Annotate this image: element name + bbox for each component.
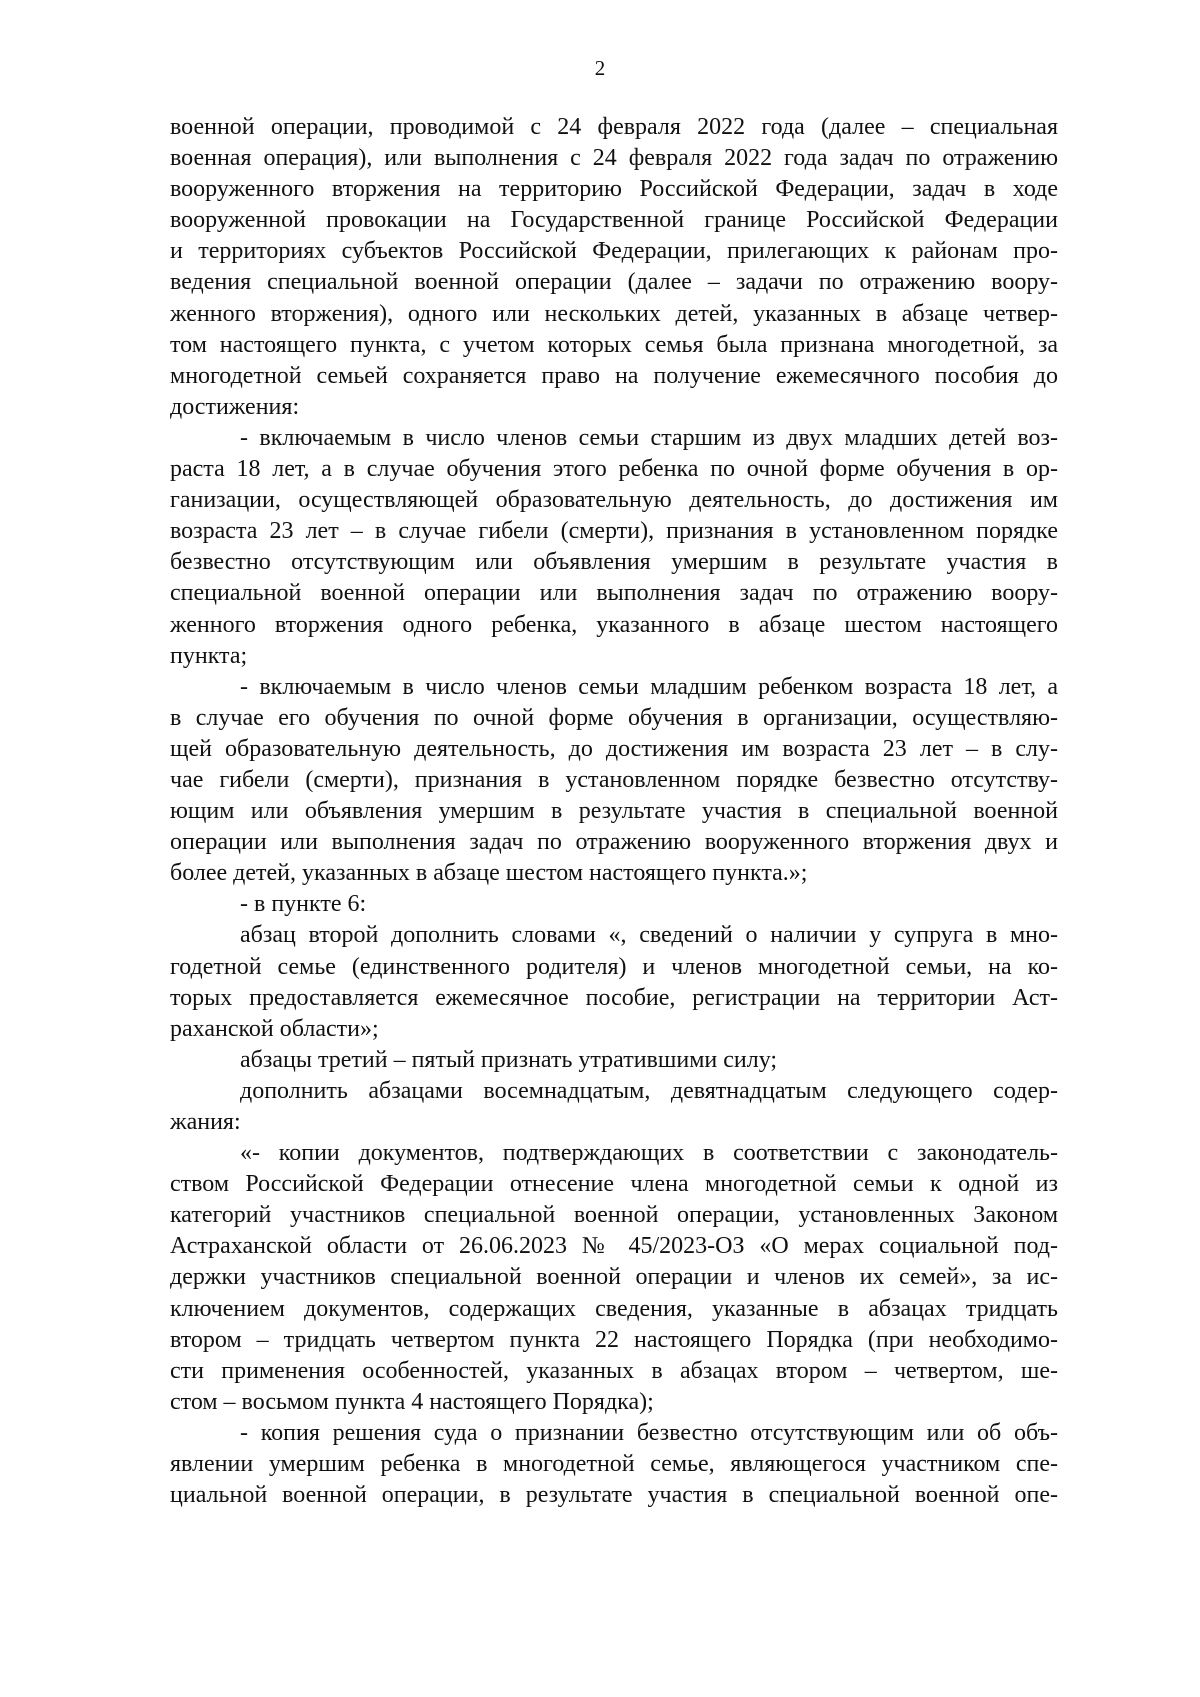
- text-line: стом – восьмом пункта 4 настоящего Порядка);: [170, 1388, 654, 1415]
- text-line: специальной военной операции или выполнения задач по отражению воору-: [170, 580, 1058, 607]
- paragraph: [170, 672, 1058, 890]
- page-number: 2: [594, 56, 606, 80]
- text-line: держки участников специальной военной операции и членов их семей», за ис-: [170, 1264, 1058, 1291]
- document-body: [170, 112, 1058, 1511]
- text-line: более детей, указанных в абзаце шестом настоящего пункта.»;: [170, 860, 808, 887]
- paragraph: [170, 920, 1058, 1044]
- text-line: циальной военной операции, в результате участия в специальной военной опе-: [170, 1482, 1058, 1509]
- text-line: - включаемым в число членов семьи младшим ребенком возраста 18 лет, а: [240, 673, 1058, 700]
- text-line: безвестно отсутствующим или объявления умершим в результате участия в: [170, 549, 1058, 576]
- text-line: явлении умершим ребенка в многодетной семье, являющегося участником спе-: [170, 1451, 1058, 1478]
- paragraph: [170, 1045, 1058, 1076]
- text-line: пункта;: [170, 642, 248, 669]
- text-line: вооруженного вторжения на территорию Российской Федерации, задач в ходе: [170, 176, 1058, 203]
- text-line: в случае его обучения по очной форме обучения в организации, осуществляю-: [170, 704, 1058, 731]
- text-line: - копия решения суда о признании безвестно отсутствующим или об объ-: [240, 1419, 1058, 1446]
- text-line: щей образовательную деятельность, до достижения им возраста 23 лет – в слу-: [170, 735, 1058, 762]
- text-line: достижения:: [170, 393, 300, 420]
- text-line: Астраханской области от 26.06.2023 № 45/2023-ОЗ «О мерах социальной под-: [170, 1233, 1058, 1260]
- text-line: и территориях субъектов Российской Федерации, прилегающих к районам про-: [170, 238, 1058, 265]
- paragraph: [170, 423, 1058, 672]
- text-line: торых предоставляется ежемесячное пособие, регистрации на территории Аст-: [170, 984, 1058, 1011]
- paragraph: [170, 889, 1058, 920]
- text-line: жания:: [170, 1109, 241, 1135]
- text-line: - включаемым в число членов семьи старшим из двух младших детей воз-: [240, 424, 1058, 451]
- paragraph: [170, 1138, 1058, 1418]
- text-line: вооруженной провокации на Государственной границе Российской Федерации: [170, 207, 1058, 234]
- text-line: - в пункте 6:: [240, 891, 367, 918]
- text-line: ющим или объявления умершим в результате участия в специальной военной: [170, 798, 1058, 825]
- text-line: втором – тридцать четвертом пункта 22 настоящего Порядка (при необходимо-: [170, 1326, 1058, 1353]
- text-line: «- копии документов, подтверждающих в соответствии с законодатель-: [240, 1140, 1058, 1167]
- text-line: многодетной семьей сохраняется право на получение ежемесячного пособия до: [170, 362, 1058, 389]
- text-line: абзацы третий – пятый признать утратившими силу;: [240, 1046, 778, 1073]
- text-line: военная операция), или выполнения с 24 февраля 2022 года задач по отражению: [170, 145, 1058, 172]
- text-line: ством Российской Федерации отнесение члена многодетной семьи к одной из: [170, 1171, 1058, 1198]
- text-line: ганизации, осуществляющей образовательную деятельность, до достижения им: [170, 487, 1058, 514]
- text-line: военной операции, проводимой с 24 февраля 2022 года (далее – специальная: [170, 114, 1058, 140]
- paragraph: [170, 1418, 1058, 1511]
- paragraph: [170, 1076, 1058, 1138]
- text-line: абзац второй дополнить словами «, сведений о наличии у супруга в мно-: [240, 922, 1058, 949]
- text-line: категорий участников специальной военной операции, установленных Законом: [170, 1202, 1058, 1229]
- text-line: сти применения особенностей, указанных в абзацах втором – четвертом, ше-: [170, 1357, 1058, 1384]
- text-line: возраста 23 лет – в случае гибели (смерти), признания в установленном порядке: [170, 518, 1058, 545]
- text-line: годетной семье (единственного родителя) и членов многодетной семьи, на ко-: [170, 953, 1058, 980]
- text-line: раханской области»;: [170, 1015, 379, 1042]
- text-line: чае гибели (смерти), признания в установленном порядке безвестно отсутству-: [170, 766, 1058, 793]
- text-line: дополнить абзацами восемнадцатым, девятнадцатым следующего содер-: [240, 1077, 1058, 1104]
- text-line: том настоящего пункта, с учетом которых семья была признана многодетной, за: [170, 331, 1058, 358]
- text-line: ведения специальной военной операции (далее – задачи по отражению воору-: [170, 269, 1058, 296]
- text-line: женного вторжения), одного или нескольких детей, указанных в абзаце четвер-: [170, 300, 1058, 327]
- text-line: операции или выполнения задач по отражению вооруженного вторжения двух и: [170, 829, 1058, 856]
- text-line: женного вторжения одного ребенка, указанного в абзаце шестом настоящего: [170, 611, 1058, 638]
- paragraph: [170, 112, 1058, 423]
- text-line: ключением документов, содержащих сведения, указанные в абзацах тридцать: [170, 1295, 1058, 1322]
- text-line: раста 18 лет, а в случае обучения этого ребенка по очной форме обучения в ор-: [170, 456, 1058, 483]
